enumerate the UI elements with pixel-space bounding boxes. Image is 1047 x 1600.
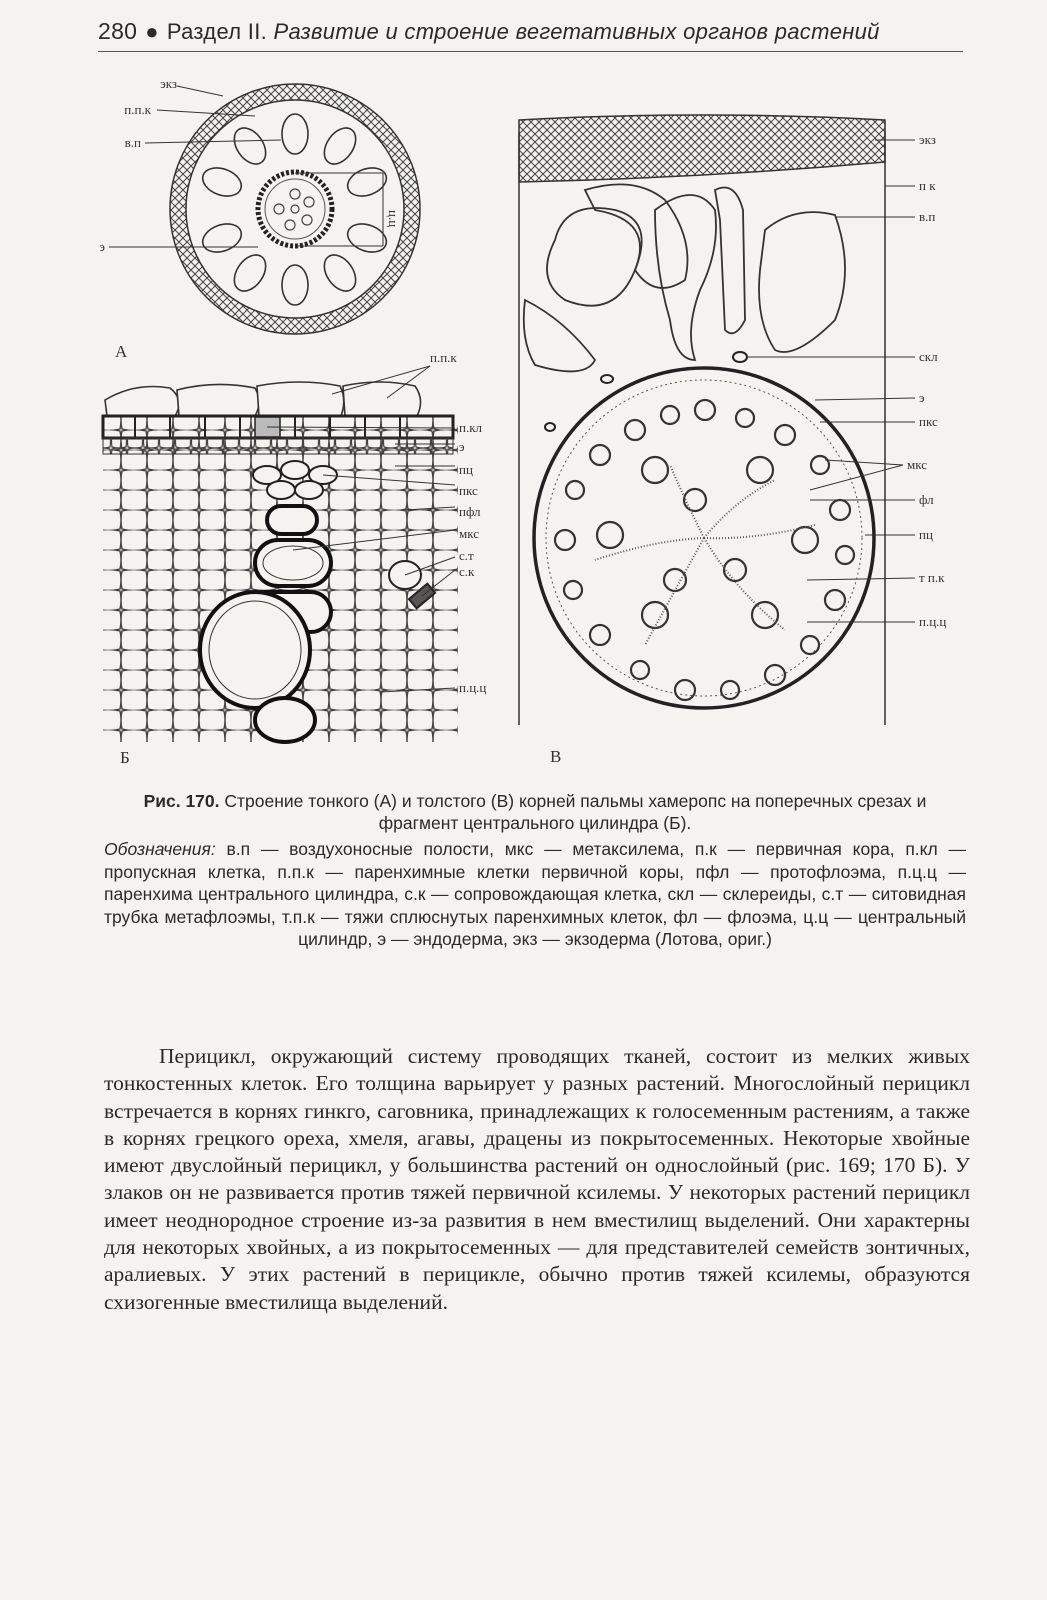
label-b-mks: мкс: [459, 526, 479, 541]
label-c-pk: п к: [919, 178, 936, 193]
figure-170: [95, 70, 975, 770]
label-c-tpk: т п.к: [919, 570, 945, 585]
body-paragraph: Перицикл, окружающий систему проводящих тканей, состоит из мелких живых тонкостенных клеток. Его толщина варьирует у разных растений. Многослойный перицикл встречается в корнях гинкго, саговника, принадлежащих к голосеменным растениям, а также в корнях грецкого ореха, хмеля, агавы, драцены из покрытосеменных. Некоторые хвойные имеют двуслойный перицикл, у большинства растений он однослойный (рис. 169; 170 Б). У злаков он не развивается против тяжей первичной ксилемы. У некоторых растений перицикл имеет неоднородное строение из-за развития в нем вместилищ выделений. Они характерны для некоторых хвойных, а из покрытосеменных — для представителей семейств зонтичных, аралиевых. У этих растений в перицикле, обычно против тяжей ксилемы, образуются схизогенные вместилища выделений.: [104, 1044, 970, 1314]
label-c-mks: мкс: [907, 457, 927, 472]
label-b-pcc: п.ц.ц: [459, 680, 487, 695]
page-number: 280: [98, 18, 138, 44]
label-b-pc: пц: [459, 462, 473, 477]
figure-number: Рис. 170.: [143, 791, 220, 811]
label-b-pkl: п.кл: [459, 420, 483, 435]
label-a-ekz: экз: [160, 76, 177, 91]
panel-letter-c: В: [550, 747, 562, 766]
label-a-e: э: [99, 239, 105, 254]
label-a-cc: ц.ц: [386, 210, 401, 228]
panel-b-diagram: [103, 350, 486, 767]
label-c-fl: фл: [919, 492, 934, 507]
section-title: Развитие и строение вегетативных органов растений: [273, 19, 880, 44]
label-a-ppk: п.п.к: [124, 102, 151, 117]
label-c-pks: пкс: [919, 414, 938, 429]
label-c-ekz: экз: [919, 132, 936, 147]
legend-lead: Обозначения:: [104, 839, 216, 859]
label-b-pks: пкс: [459, 483, 478, 498]
label-b-sk: с.к: [459, 564, 475, 579]
label-c-e: э: [919, 390, 925, 405]
header-bullet: ●: [145, 19, 159, 44]
label-b-st: с.т: [459, 548, 474, 563]
label-c-pcc: п.ц.ц: [919, 614, 947, 629]
figure-caption: [104, 790, 966, 834]
section-label: Раздел II.: [166, 19, 268, 44]
running-head: [98, 18, 963, 52]
figure-legend: [104, 838, 966, 951]
panel-letter-b: Б: [120, 748, 130, 767]
caption-text: Строение тонкого (А) и толстого (В) корней пальмы хамеропс на поперечных срезах и фрагмент центрального цилиндра (Б).: [224, 791, 927, 833]
label-c-vp: в.п: [919, 209, 936, 224]
legend-text: в.п — воздухоносные полости, мкс — метаксилема, п.к — первичная кора, п.кл — пропускная клетка, п.п.к — паренхимные клетки первичной коры, пфл — протофлоэма, п.ц.ц — паренхима центрального цилиндра, с.к — сопровождающая клетка, скл — склереиды, с.т — ситовидная трубка метафлоэмы, т.п.к — тяжи сплюснутых паренхимных клеток, фл — флоэма, ц.ц — центральный цилиндр, э — эндодерма, экз — экзодерма (Лотова, ориг.): [104, 839, 966, 949]
panel-c-diagram: [519, 115, 946, 766]
label-c-skl: скл: [919, 349, 938, 364]
panel-letter-a: А: [115, 342, 128, 361]
label-b-e: э: [459, 439, 465, 454]
panel-a-diagram: [99, 76, 420, 361]
label-a-vp: в.п: [124, 135, 141, 150]
label-b-pfl: пфл: [459, 504, 481, 519]
label-c-pc: пц: [919, 527, 933, 542]
label-b-ppk: п.п.к: [430, 350, 457, 365]
